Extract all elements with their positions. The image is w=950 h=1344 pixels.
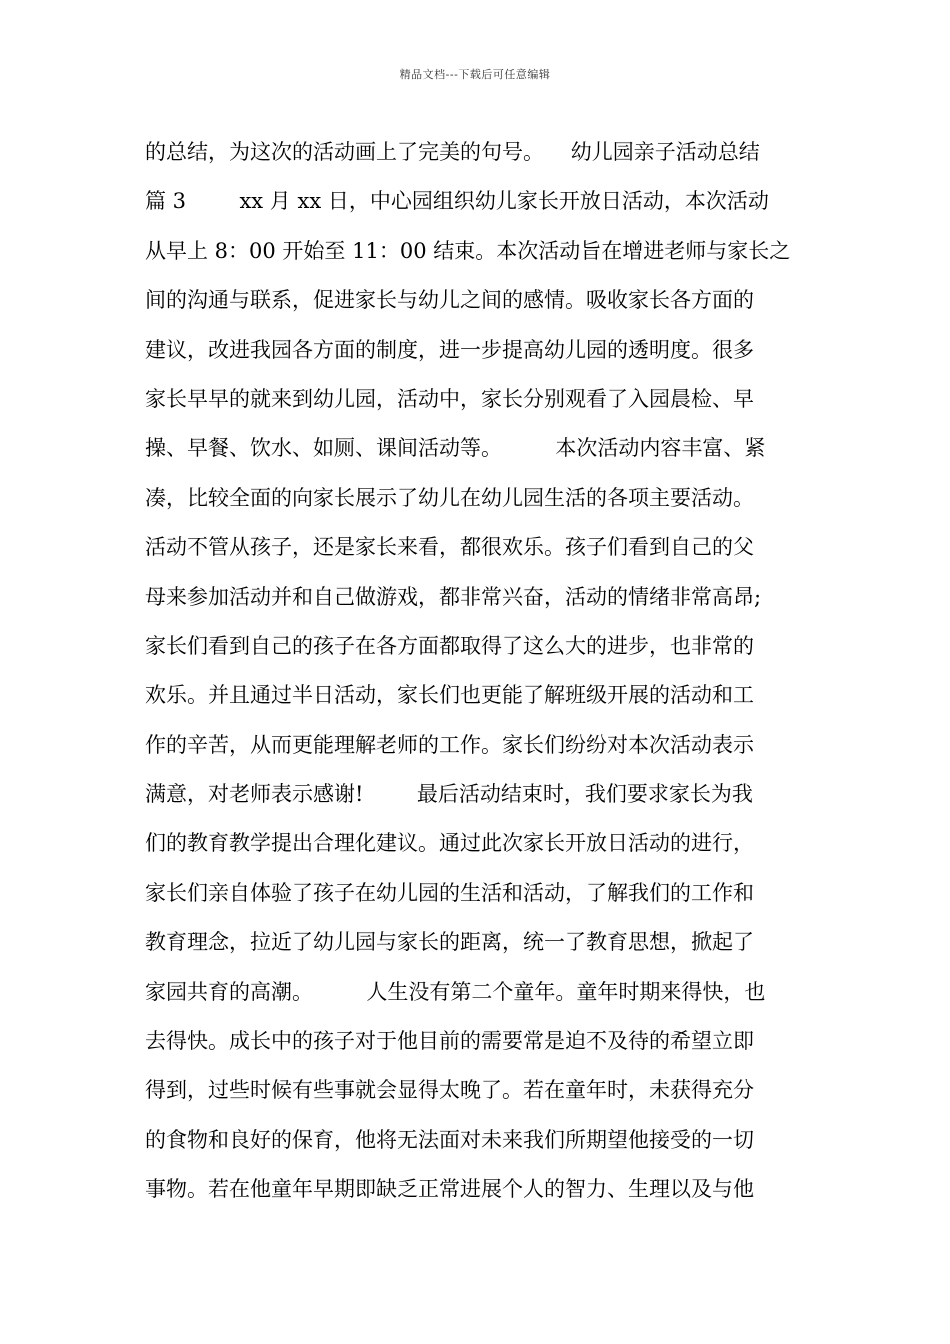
text-line: 凑，比较全面的向家长展示了幼儿在幼儿园生活的各项主要活动。 [145, 485, 754, 510]
text-line: 事物。若在他童年早期即缺乏正常进展个人的智力、生理以及与他 [145, 1177, 754, 1202]
text-line: 家园共育的高潮。 人生没有第二个童年。童年时期来得快，也 [145, 979, 766, 1004]
text-line: 间的沟通与联系，促进家长与幼儿之间的感情。吸收家长各方面的 [145, 288, 754, 313]
text-line: 作的辛苦，从而更能理解老师的工作。家长们纷纷对本次活动表示 [145, 732, 754, 757]
text-line: 的总结，为这次的活动画上了完美的句号。 幼儿园亲子活动总结 [145, 140, 760, 164]
text-line: 从早上 8：00 开始至 11：00 结束。本次活动旨在增进老师与家长之 [145, 238, 791, 263]
text-line: 家长们看到自己的孩子在各方面都取得了这么大的进步，也非常的 [145, 633, 754, 658]
text-line: 操、早餐、饮水、如厕、课间活动等。 本次活动内容丰富、紧 [145, 436, 766, 461]
text-line: 教育理念，拉近了幼儿园与家长的距离，统一了教育思想，掀起了 [145, 930, 754, 955]
text-line: 母来参加活动并和自己做游戏，都非常兴奋，活动的情绪非常高昂; [145, 584, 762, 609]
text-line: 去得快。成长中的孩子对于他目前的需要常是迫不及待的希望立即 [145, 1029, 754, 1054]
text-line: 建议，改进我园各方面的制度，进一步提高幼儿园的透明度。很多 [145, 337, 754, 362]
text-line: 家长早早的就来到幼儿园，活动中，家长分别观看了入园晨检、早 [145, 386, 754, 411]
page-header: 精品文档---下载后可任意编辑 [399, 68, 551, 81]
text-line: 活动不管从孩子，还是家长来看，都很欢乐。孩子们看到自己的父 [145, 535, 754, 560]
text-line: 满意，对老师表示感谢! 最后活动结束时，我们要求家长为我 [145, 782, 753, 807]
text-line: 的食物和良好的保育，他将无法面对未来我们所期望他接受的一切 [145, 1127, 754, 1152]
text-line: 篇 3 xx 月 xx 日，中心园组织幼儿家长开放日活动，本次活动 [145, 189, 769, 214]
body-text [145, 128, 815, 1215]
text-line: 得到，过些时候有些事就会显得太晚了。若在童年时，未获得充分 [145, 1078, 754, 1103]
text-line: 们的教育教学提出合理化建议。通过此次家长开放日活动的进行， [145, 831, 754, 856]
text-line: 欢乐。并且通过半日活动，家长们也更能了解班级开展的活动和工 [145, 683, 754, 708]
text-line: 家长们亲自体验了孩子在幼儿园的生活和活动，了解我们的工作和 [145, 880, 754, 905]
